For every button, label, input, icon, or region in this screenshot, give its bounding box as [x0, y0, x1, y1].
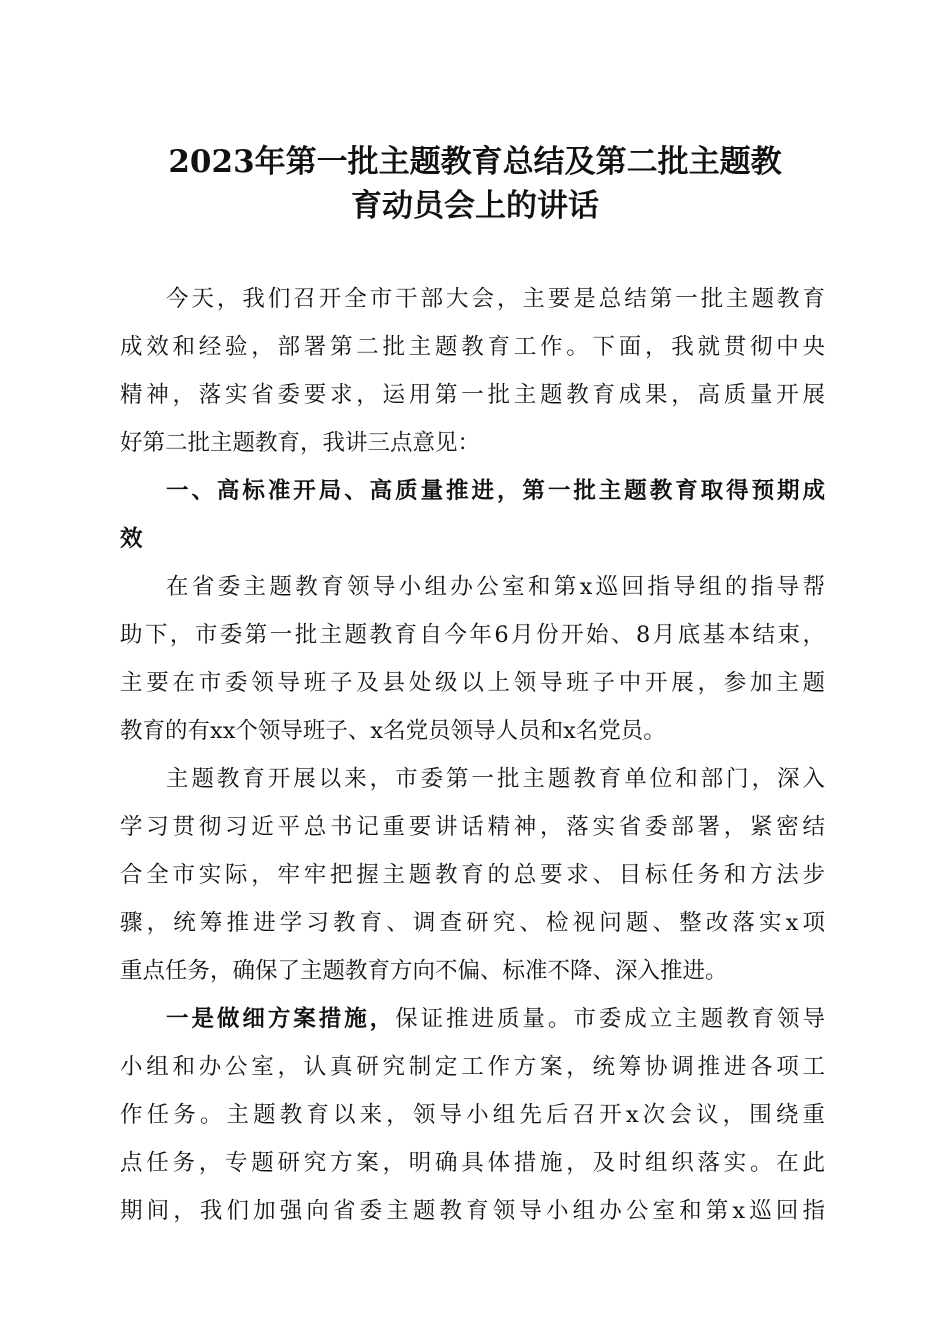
body-line: 点任务，专题研究方案，明确具体措施，及时组织落实。在此: [120, 1150, 825, 1176]
body-line: 小组和办公室，认真研究制定工作方案，统筹协调推进各项工: [120, 1054, 825, 1080]
body-line: 骤，统筹推进学习教育、调查研究、检视问题、整改落实x项: [120, 910, 825, 936]
body-line: 在省委主题教育领导小组办公室和第x巡回指导组的指导帮: [166, 574, 825, 600]
body-line: 主题教育开展以来，市委第一批主题教育单位和部门，深入: [166, 766, 825, 792]
body-line: 助下，市委第一批主题教育自今年6月份开始、8月底基本结束，: [120, 622, 825, 648]
body-line: 学习贯彻习近平总书记重要讲话精神，落实省委部署，紧密结: [120, 814, 825, 840]
lead-line-text: 保证推进质量。市委成立主题教育领导: [395, 1006, 825, 1032]
section-heading-continued: 效: [120, 526, 143, 552]
section-heading: 一、高标准开局、高质量推进，第一批主题教育取得预期成: [166, 478, 825, 504]
body-line: 精神，落实省委要求，运用第一批主题教育成果，高质量开展: [120, 382, 825, 408]
body-line: 期间，我们加强向省委主题教育领导小组办公室和第x巡回指: [120, 1198, 825, 1224]
body-line: 成效和经验，部署第二批主题教育工作。下面，我就贯彻中央: [120, 334, 825, 360]
body-line: 作任务。主题教育以来，领导小组先后召开x次会议，围绕重: [120, 1102, 825, 1128]
body-line: 教育的有xx个领导班子、x名党员领导人员和x名党员。: [120, 718, 666, 744]
body-line: 合全市实际，牢牢把握主题教育的总要求、目标任务和方法步: [120, 862, 825, 888]
document-title-line-1: 2023年第一批主题教育总结及第二批主题教: [168, 144, 782, 180]
body-line-with-lead: [166, 995, 825, 1043]
body-line: 好第二批主题教育，我讲三点意见：: [120, 430, 481, 456]
lead-phrase: 一是做细方案措施，: [166, 1006, 396, 1032]
body-line: 重点任务，确保了主题教育方向不偏、标准不降、深入推进。: [120, 958, 728, 984]
body-line: 主要在市委领导班子及县处级以上领导班子中开展，参加主题: [120, 670, 825, 696]
body-line: 今天，我们召开全市干部大会，主要是总结第一批主题教育: [166, 286, 825, 312]
document-title-line-2: 育动员会上的讲话: [351, 188, 599, 224]
